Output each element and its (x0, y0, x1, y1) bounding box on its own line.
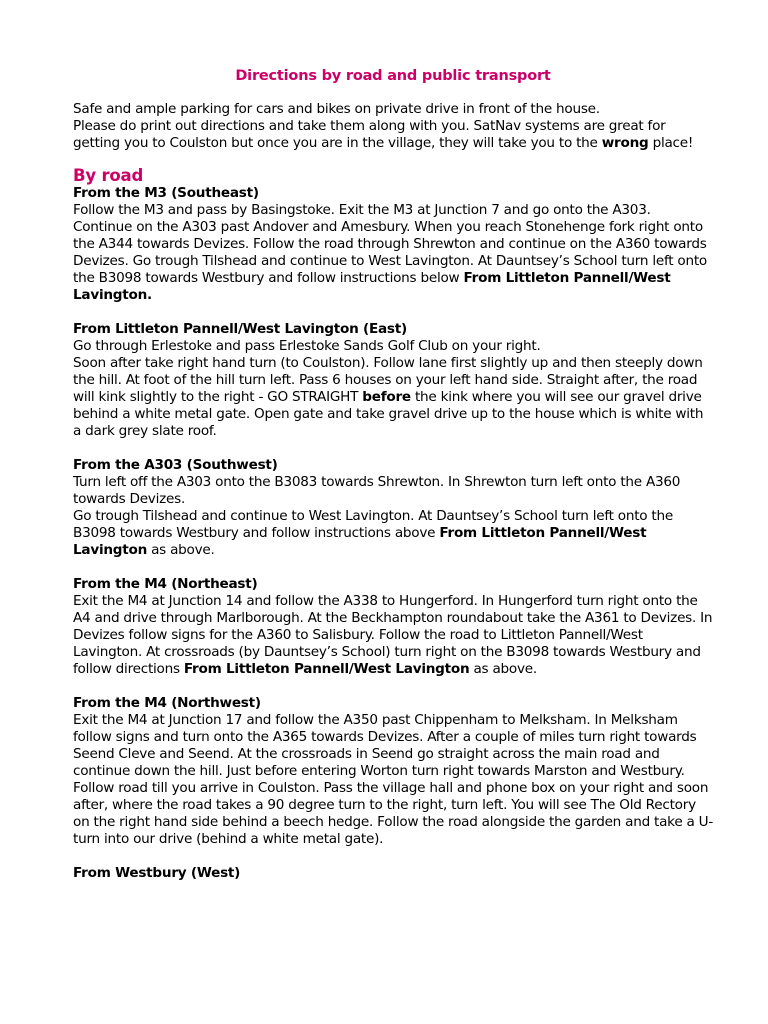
m4-northeast-text-end: as above. (469, 661, 537, 677)
a303-heading: From the A303 (Southwest) (73, 457, 278, 473)
m4-northwest-heading: From the M4 (Northwest) (73, 695, 261, 711)
m4-northeast-text: Exit the M4 at Junction 14 and follow the A338 to Hungerford. In Hungerford turn right onto the A4 and drive through Marlborough. At the Beckhampton roundabout take the A361 to Devizes. In Devizes follow signs for the A360 to Salisbury. Follow the road to Littleton Pannell/West Lavington. At crossroads (by Dauntsey’s School) turn right on the B3098 towards Westbury and follow directions (73, 593, 713, 677)
m3-bold-ref: From Littleton Pannell/West Lavington. (73, 270, 671, 303)
m3-heading: From the M3 (Southeast) (73, 185, 259, 201)
m4-northeast-block (73, 576, 713, 678)
intro-paragraph (73, 101, 713, 152)
intro-line-1: Safe and ample parking for cars and bikes on private drive in front of the house. (73, 101, 600, 117)
document-page (73, 68, 713, 882)
m4-northwest-block (73, 695, 713, 848)
littleton-block (73, 321, 713, 440)
intro-wrong-emphasis: wrong (601, 135, 649, 151)
westbury-heading: From Westbury (West) (73, 865, 241, 881)
page-title: Directions by road and public transport (235, 68, 551, 84)
a303-bold-ref: From Littleton Pannell/West Lavington (73, 525, 647, 558)
m3-block (73, 185, 713, 304)
a303-text: Go trough Tilshead and continue to West Lavington. At Dauntsey’s School turn left onto the B3098 towards Westbury and follow instructions above (73, 508, 673, 541)
m4-northeast-bold-ref: From Littleton Pannell/West Lavington (183, 661, 470, 677)
intro-line-2-end: place! (648, 135, 694, 151)
m4-northeast-heading: From the M4 (Northeast) (73, 576, 258, 592)
littleton-line-1: Go through Erlestoke and pass Erlestoke Sands Golf Club on your right. (73, 338, 541, 354)
a303-text-end: as above. (147, 542, 215, 558)
littleton-text: Soon after take right hand turn (to Coulston). Follow lane first slightly up and then steeply down the hill. At foot of the hill turn left. Pass 6 houses on your left hand side. Straight after, the road will kink slightly to the right - GO STRAIGHT (73, 355, 703, 405)
section-heading-by-road: By road (73, 166, 144, 185)
littleton-text-end: the kink where you will see our gravel drive behind a white metal gate. Open gate and take gravel drive up to the house which is white with a dark grey slate roof. (73, 389, 704, 439)
m4-northwest-text: Exit the M4 at Junction 17 and follow the A350 past Chippenham to Melksham. In Melksham follow signs and turn onto the A365 towards Devizes. After a couple of miles turn right towards Seend Cleve and Seend. At the crossroads in Seend go straight across the main road and continue down the hill. Just before entering Worton turn right towards Marston and Westbury. Follow road till you arrive in Coulston. Pass the village hall and phone box on your right and soon after, where the road takes a 90 degree turn to the right, turn left. You will see The Old Rectory on the right hand side behind a beech hedge. Follow the road alongside the garden and take a U-turn into our drive (behind a white metal gate). (73, 712, 714, 847)
a303-block (73, 457, 713, 559)
m3-text: Follow the M3 and pass by Basingstoke. Exit the M3 at Junction 7 and go onto the A303. Continue on the A303 past Andover and Amesbury. When you reach Stonehenge fork right onto the A344 towards Devizes. Follow the road through Shrewton and continue on the A360 towards Devizes. Go trough Tilshead and continue to West Lavington. At Dauntsey’s School turn left onto the B3098 towards Westbury and follow instructions below (73, 202, 707, 286)
littleton-bold-before: before (362, 389, 411, 405)
a303-line-1: Turn left off the A303 onto the B3083 towards Shrewton. In Shrewton turn left onto the A360 towards Devizes. (73, 474, 681, 507)
westbury-block (73, 865, 713, 882)
intro-line-2: Please do print out directions and take them along with you. SatNav systems are great for getting you to Coulston but once you are in the village, they will take you to the (73, 118, 666, 151)
littleton-heading: From Littleton Pannell/West Lavington (East) (73, 321, 407, 337)
